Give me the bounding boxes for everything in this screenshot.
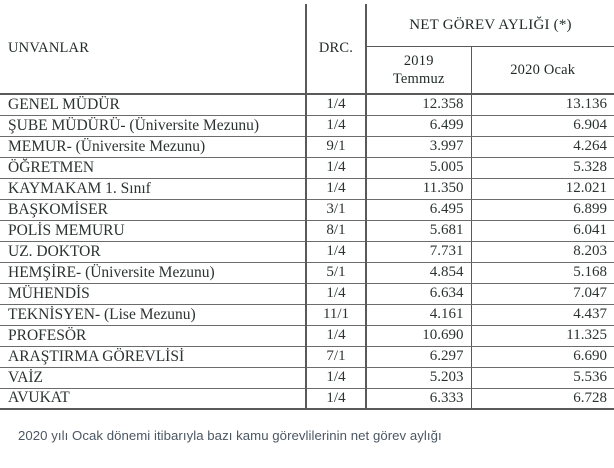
cell-salary-2020-ocak: 12.021 <box>471 178 614 199</box>
table-row <box>0 94 614 115</box>
cell-degree: 1/4 <box>306 157 366 178</box>
cell-title: ARAŞTIRMA GÖREVLİSİ <box>0 346 306 367</box>
table-row <box>0 178 614 199</box>
table-row <box>0 157 614 178</box>
cell-title: MÜHENDİS <box>0 283 306 304</box>
cell-title: PROFESÖR <box>0 325 306 346</box>
cell-salary-2020-ocak: 4.437 <box>471 304 614 325</box>
cell-degree: 11/1 <box>306 304 366 325</box>
cell-salary-2020-ocak: 7.047 <box>471 283 614 304</box>
column-header-period-2020: 2020 Ocak <box>471 47 614 95</box>
column-header-degree: DRC. <box>306 4 366 94</box>
table-row <box>0 367 614 388</box>
table-caption: 2020 yılı Ocak dönemi itibarıyla bazı kamu görevlilerinin net görev aylığı <box>18 428 442 443</box>
cell-salary-2019-temmuz: 6.495 <box>366 199 471 220</box>
column-header-titles: UNVANLAR <box>0 4 306 94</box>
cell-salary-2020-ocak: 4.264 <box>471 136 614 157</box>
cell-degree: 5/1 <box>306 262 366 283</box>
cell-salary-2019-temmuz: 5.681 <box>366 220 471 241</box>
cell-degree: 3/1 <box>306 199 366 220</box>
cell-salary-2019-temmuz: 4.854 <box>366 262 471 283</box>
cell-degree: 1/4 <box>306 367 366 388</box>
cell-degree: 1/4 <box>306 115 366 136</box>
cell-salary-2019-temmuz: 12.358 <box>366 94 471 115</box>
cell-degree: 1/4 <box>306 283 366 304</box>
table-row <box>0 283 614 304</box>
cell-salary-2020-ocak: 6.899 <box>471 199 614 220</box>
cell-salary-2019-temmuz: 7.731 <box>366 241 471 262</box>
cell-title: ÖĞRETMEN <box>0 157 306 178</box>
table-row <box>0 241 614 262</box>
cell-salary-2019-temmuz: 5.203 <box>366 367 471 388</box>
table-header <box>0 4 614 94</box>
cell-degree: 1/4 <box>306 388 366 409</box>
cell-salary-2020-ocak: 6.904 <box>471 115 614 136</box>
cell-salary-2019-temmuz: 4.161 <box>366 304 471 325</box>
cell-salary-2020-ocak: 6.690 <box>471 346 614 367</box>
cell-degree: 1/4 <box>306 94 366 115</box>
cell-degree: 1/4 <box>306 241 366 262</box>
cell-salary-2020-ocak: 6.728 <box>471 388 614 409</box>
table-row <box>0 199 614 220</box>
table-body <box>0 94 614 409</box>
cell-title: HEMŞİRE- (Üniversite Mezunu) <box>0 262 306 283</box>
table-row <box>0 115 614 136</box>
cell-salary-2019-temmuz: 6.499 <box>366 115 471 136</box>
cell-degree: 9/1 <box>306 136 366 157</box>
cell-salary-2020-ocak: 8.203 <box>471 241 614 262</box>
cell-salary-2019-temmuz: 11.350 <box>366 178 471 199</box>
cell-salary-2020-ocak: 13.136 <box>471 94 614 115</box>
table-header-row-1 <box>0 4 614 47</box>
table-row <box>0 136 614 157</box>
cell-title: BAŞKOMİSER <box>0 199 306 220</box>
cell-salary-2020-ocak: 5.328 <box>471 157 614 178</box>
cell-degree: 7/1 <box>306 346 366 367</box>
cell-title: UZ. DOKTOR <box>0 241 306 262</box>
cell-salary-2019-temmuz: 3.997 <box>366 136 471 157</box>
cell-degree: 1/4 <box>306 178 366 199</box>
cell-salary-2019-temmuz: 6.333 <box>366 388 471 409</box>
cell-title: AVUKAT <box>0 388 306 409</box>
table-row <box>0 388 614 409</box>
cell-salary-2020-ocak: 5.536 <box>471 367 614 388</box>
cell-title: ŞUBE MÜDÜRÜ- (Üniversite Mezunu) <box>0 115 306 136</box>
cell-title: KAYMAKAM 1. Sınıf <box>0 178 306 199</box>
cell-title: VAİZ <box>0 367 306 388</box>
cell-salary-2019-temmuz: 5.005 <box>366 157 471 178</box>
table-row <box>0 262 614 283</box>
period-2019-month: Temmuz <box>392 71 445 87</box>
public-servant-salary-table <box>0 4 614 410</box>
table-row <box>0 304 614 325</box>
cell-title: MEMUR- (Üniversite Mezunu) <box>0 136 306 157</box>
table-row <box>0 220 614 241</box>
cell-title: POLİS MEMURU <box>0 220 306 241</box>
table-row <box>0 346 614 367</box>
column-header-net-salary-group: NET GÖREV AYLIĞI (*) <box>366 4 614 47</box>
column-header-period-2019 <box>366 47 471 95</box>
cell-salary-2020-ocak: 5.168 <box>471 262 614 283</box>
cell-salary-2020-ocak: 11.325 <box>471 325 614 346</box>
cell-salary-2019-temmuz: 6.634 <box>366 283 471 304</box>
cell-title: TEKNİSYEN- (Lise Mezunu) <box>0 304 306 325</box>
cell-degree: 1/4 <box>306 325 366 346</box>
table-row <box>0 325 614 346</box>
cell-salary-2019-temmuz: 6.297 <box>366 346 471 367</box>
cell-title: GENEL MÜDÜR <box>0 94 306 115</box>
cell-degree: 8/1 <box>306 220 366 241</box>
period-2019-year: 2019 <box>403 52 434 69</box>
cell-salary-2019-temmuz: 10.690 <box>366 325 471 346</box>
cell-salary-2020-ocak: 6.041 <box>471 220 614 241</box>
